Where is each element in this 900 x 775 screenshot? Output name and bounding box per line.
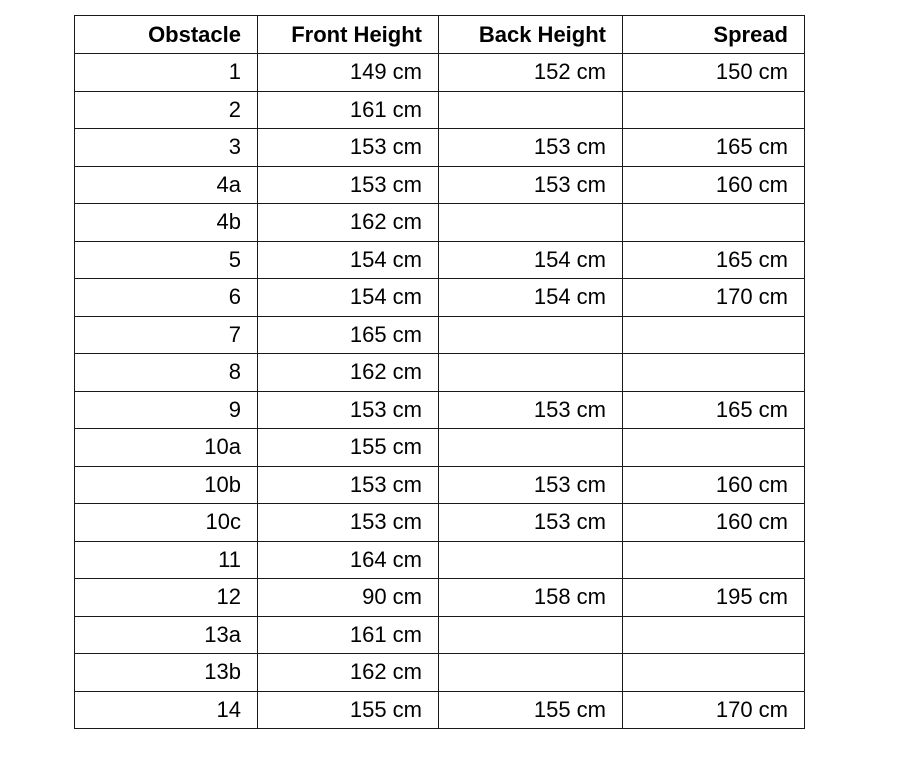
table-row <box>75 579 805 617</box>
table-row <box>75 504 805 542</box>
cell-obstacle: 1 <box>75 54 258 92</box>
cell-front-height: 155 cm <box>258 691 439 729</box>
cell-front-height: 154 cm <box>258 241 439 279</box>
cell-back-height <box>439 91 623 129</box>
cell-back-height: 153 cm <box>439 166 623 204</box>
cell-spread <box>623 429 805 467</box>
cell-obstacle: 4b <box>75 204 258 242</box>
cell-obstacle: 10c <box>75 504 258 542</box>
table-row <box>75 241 805 279</box>
cell-spread: 170 cm <box>623 279 805 317</box>
cell-front-height: 149 cm <box>258 54 439 92</box>
table-row <box>75 541 805 579</box>
cell-spread: 195 cm <box>623 579 805 617</box>
cell-back-height: 155 cm <box>439 691 623 729</box>
cell-obstacle: 6 <box>75 279 258 317</box>
table-row <box>75 429 805 467</box>
cell-spread: 150 cm <box>623 54 805 92</box>
cell-obstacle: 8 <box>75 354 258 392</box>
cell-spread: 165 cm <box>623 391 805 429</box>
cell-obstacle: 13a <box>75 616 258 654</box>
cell-spread <box>623 616 805 654</box>
cell-spread: 160 cm <box>623 466 805 504</box>
cell-spread: 160 cm <box>623 166 805 204</box>
table-row <box>75 166 805 204</box>
cell-obstacle: 4a <box>75 166 258 204</box>
cell-front-height: 153 cm <box>258 129 439 167</box>
cell-back-height <box>439 354 623 392</box>
obstacle-heights-table <box>74 15 805 729</box>
table-row <box>75 54 805 92</box>
table-body <box>75 54 805 729</box>
header-row <box>75 16 805 54</box>
cell-obstacle: 10b <box>75 466 258 504</box>
header-back-height: Back Height <box>439 16 623 54</box>
cell-back-height: 158 cm <box>439 579 623 617</box>
table-row <box>75 204 805 242</box>
table-row <box>75 466 805 504</box>
cell-spread <box>623 91 805 129</box>
cell-spread: 160 cm <box>623 504 805 542</box>
cell-back-height: 153 cm <box>439 391 623 429</box>
table-header <box>75 16 805 54</box>
cell-front-height: 153 cm <box>258 166 439 204</box>
header-spread: Spread <box>623 16 805 54</box>
cell-spread <box>623 654 805 692</box>
table-row <box>75 91 805 129</box>
cell-back-height <box>439 204 623 242</box>
cell-back-height: 153 cm <box>439 466 623 504</box>
cell-spread <box>623 316 805 354</box>
cell-front-height: 161 cm <box>258 616 439 654</box>
cell-obstacle: 14 <box>75 691 258 729</box>
cell-front-height: 153 cm <box>258 466 439 504</box>
cell-front-height: 162 cm <box>258 354 439 392</box>
table-row <box>75 691 805 729</box>
cell-front-height: 164 cm <box>258 541 439 579</box>
cell-obstacle: 9 <box>75 391 258 429</box>
cell-front-height: 162 cm <box>258 654 439 692</box>
cell-obstacle: 10a <box>75 429 258 467</box>
cell-back-height <box>439 316 623 354</box>
cell-obstacle: 12 <box>75 579 258 617</box>
cell-spread <box>623 204 805 242</box>
cell-back-height: 154 cm <box>439 241 623 279</box>
cell-front-height: 165 cm <box>258 316 439 354</box>
table-row <box>75 654 805 692</box>
table-row <box>75 616 805 654</box>
cell-obstacle: 7 <box>75 316 258 354</box>
cell-spread <box>623 541 805 579</box>
cell-front-height: 153 cm <box>258 504 439 542</box>
cell-front-height: 161 cm <box>258 91 439 129</box>
cell-spread: 165 cm <box>623 241 805 279</box>
cell-front-height: 162 cm <box>258 204 439 242</box>
cell-back-height <box>439 654 623 692</box>
cell-back-height: 152 cm <box>439 54 623 92</box>
header-obstacle: Obstacle <box>75 16 258 54</box>
cell-back-height <box>439 429 623 467</box>
table-row <box>75 354 805 392</box>
table-row <box>75 279 805 317</box>
cell-obstacle: 5 <box>75 241 258 279</box>
cell-obstacle: 13b <box>75 654 258 692</box>
cell-front-height: 153 cm <box>258 391 439 429</box>
cell-back-height <box>439 616 623 654</box>
cell-back-height: 153 cm <box>439 504 623 542</box>
cell-back-height: 154 cm <box>439 279 623 317</box>
cell-obstacle: 11 <box>75 541 258 579</box>
cell-back-height: 153 cm <box>439 129 623 167</box>
header-front-height: Front Height <box>258 16 439 54</box>
cell-obstacle: 3 <box>75 129 258 167</box>
cell-spread: 170 cm <box>623 691 805 729</box>
cell-spread: 165 cm <box>623 129 805 167</box>
cell-front-height: 90 cm <box>258 579 439 617</box>
cell-front-height: 155 cm <box>258 429 439 467</box>
cell-spread <box>623 354 805 392</box>
cell-back-height <box>439 541 623 579</box>
table-row <box>75 391 805 429</box>
cell-front-height: 154 cm <box>258 279 439 317</box>
table-row <box>75 129 805 167</box>
table-row <box>75 316 805 354</box>
cell-obstacle: 2 <box>75 91 258 129</box>
